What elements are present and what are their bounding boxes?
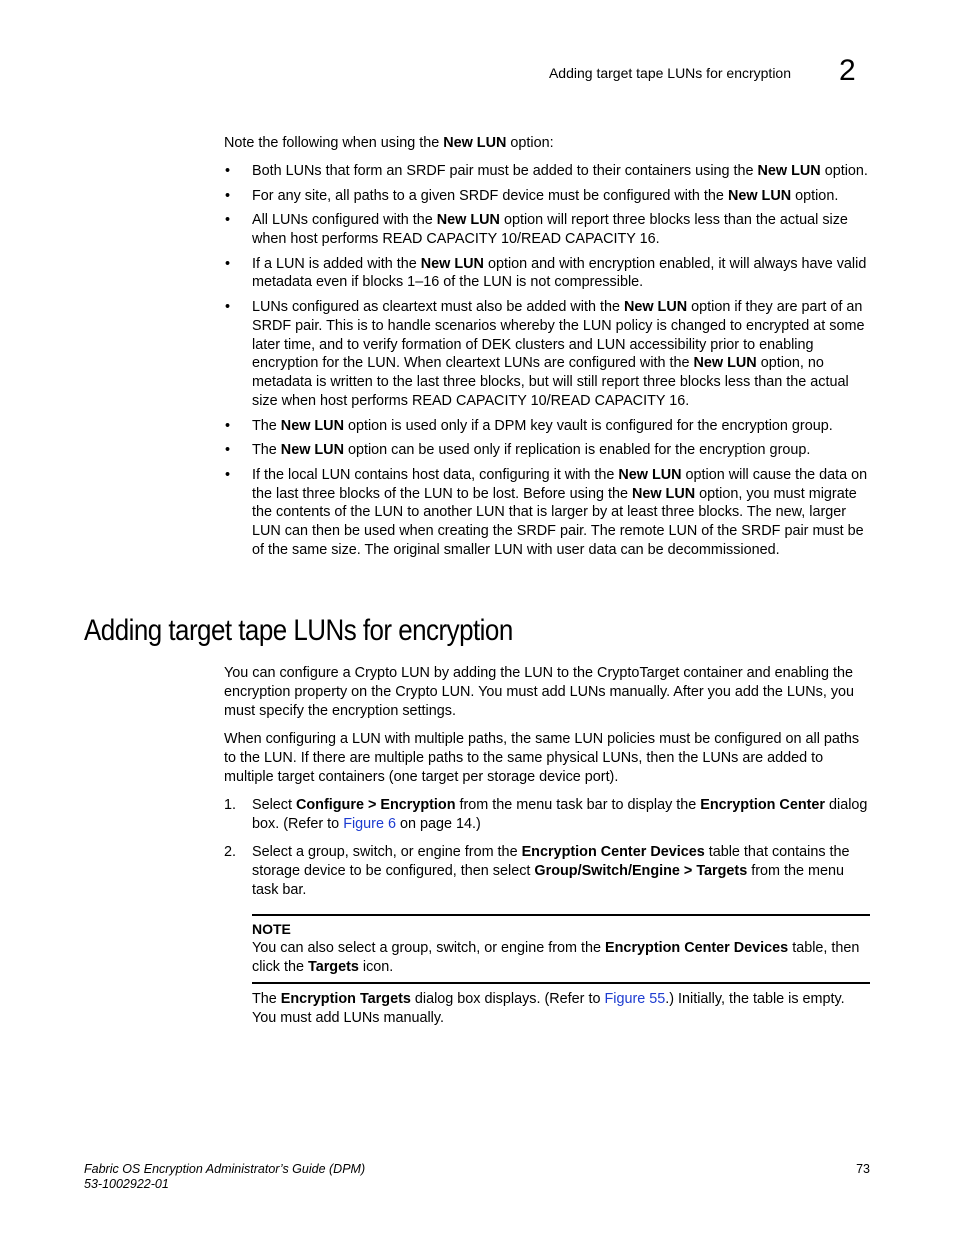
text-run: dialog box displays. (Refer to	[410, 991, 605, 1007]
ui-term: New LUN	[280, 417, 344, 434]
ui-term: Configure > Encryption	[296, 797, 456, 813]
text-run: option.	[791, 187, 839, 204]
ui-term: Encryption Center Devices	[521, 843, 705, 860]
text-run: option will report three blocks less than the actual size when host performs READ CAPACITY 10/READ CAPACITY 16.	[252, 212, 848, 247]
text-run: option, you must migrate the contents of the LUN to another LUN that is larger by at least three blocks. The new, larger LUN can then be used when creating the SRDF pair. The remote LUN of the SRDF pair must be of the same size. The original smaller LUN with user data can be decommissioned.	[252, 485, 864, 558]
footer-guide-title: Fabric OS Encryption Administrator’s Guide (DPM)	[84, 1162, 366, 1176]
section-paragraph-2: When configuring a LUN with multiple paths, the same LUN policies must be configured on all paths to the LUN. If there are multiple paths to the same physical LUNs, then the LUNs are added to multiple target containers (one target per storage device port).	[224, 731, 860, 785]
bullet-item	[224, 298, 870, 411]
ui-term: New LUN	[420, 255, 484, 272]
ui-term: New LUN	[631, 485, 696, 502]
text-run: option can be used only if replication is enabled for the encryption group.	[343, 442, 811, 459]
ui-term: Encryption Center Devices	[605, 939, 789, 956]
text-run: The	[252, 442, 281, 459]
ui-term: New LUN	[757, 163, 821, 179]
text-run: option and with encryption enabled, it will always have valid metadata even if blocks 1–16 of the LUN is not compressible.	[252, 255, 867, 291]
text-run: icon.	[358, 958, 394, 975]
ui-term: Encryption Center	[700, 797, 826, 813]
text-run: Select	[252, 797, 296, 813]
intro-paragraph	[224, 134, 870, 153]
ui-term: New LUN	[618, 466, 682, 483]
running-header-title: Adding target tape LUNs for encryption	[548, 65, 791, 81]
text-run: from the menu task bar.	[252, 862, 845, 898]
figure-link[interactable]: Figure 6	[343, 815, 396, 832]
text-run: option, no metadata is written to the last three blocks, but will still report three blocks less than the actual size when host performs READ CAPACITY 10/READ CAPACITY 16.	[252, 355, 849, 409]
text-run: dialog box. (Refer to	[252, 797, 868, 832]
text-run: If the local LUN contains host data, configuring it with the	[252, 466, 619, 483]
text-run: The	[252, 417, 281, 434]
step-item	[224, 843, 870, 899]
text-run: Select a group, switch, or engine from the	[252, 843, 522, 860]
ui-term: New LUN	[623, 298, 688, 315]
bullet-item	[224, 417, 870, 436]
figure-link[interactable]: Figure 55	[604, 991, 666, 1007]
text-run: table that contains the storage device to be configured, then select	[252, 843, 850, 879]
bullet-list	[224, 162, 870, 566]
text-run: The	[252, 991, 281, 1007]
text-run: .) Initially, the table is empty. You must add LUNs manually.	[252, 991, 845, 1026]
text-run: If a LUN is added with the	[252, 255, 421, 272]
bullet-item	[224, 211, 870, 249]
ui-term: New LUN	[693, 355, 757, 372]
note-text	[252, 939, 870, 977]
bullet-item	[224, 255, 870, 293]
intro-text-end: option:	[506, 135, 554, 151]
step-list	[224, 796, 870, 909]
text-run: Both LUNs that form an SRDF pair must be added to their containers using the	[252, 163, 758, 179]
text-run: LUNs configured as cleartext must also be added with the	[252, 298, 624, 315]
text-run: table, then click the	[252, 939, 860, 975]
text-run: All LUNs configured with the	[252, 212, 437, 229]
section-heading: Adding target tape LUNs for encryption	[84, 614, 513, 647]
section-paragraph-1: You can configure a Crypto LUN by adding the LUN to the CryptoTarget container and enabling the encryption property on the Crypto LUN. You must add LUNs manually. After you add the LUNs, you must specify the encryption settings.	[224, 665, 855, 719]
step-number: 2.	[224, 843, 237, 860]
text-run: option is used only if a DPM key vault is configured for the encryption group.	[343, 417, 833, 434]
footer-doc-number: 53-1002922-01	[84, 1177, 169, 1191]
text-run: on page 14.)	[395, 815, 481, 832]
step-number: 1.	[224, 797, 237, 813]
note-box	[252, 914, 870, 984]
ui-term: New LUN	[280, 442, 344, 459]
ui-term: New LUN	[436, 212, 500, 229]
ui-term: Group/Switch/Engine > Targets	[534, 862, 748, 879]
intro-term: New LUN	[443, 135, 507, 151]
intro-text: Note the following when using the	[224, 135, 444, 151]
step-item	[224, 796, 870, 834]
ui-term: Encryption Targets	[280, 991, 411, 1007]
bullet-item	[224, 162, 870, 181]
bullet-item	[224, 441, 870, 460]
bullet-item	[224, 466, 870, 560]
chapter-number: 2	[839, 54, 856, 87]
text-run: option.	[820, 163, 868, 179]
note-label: NOTE	[252, 921, 291, 937]
text-run: from the menu task bar to display the	[455, 797, 701, 813]
bullet-item	[224, 187, 870, 206]
ui-term: New LUN	[727, 187, 792, 204]
text-run: option if they are part of an SRDF pair. This is to handle scenarios whereby the LUN policy is changed to encrypted at some later time, and to verify formation of DEK clusters and LUN accessibility prior to enabling encryption for the LUN. When cleartext LUNs are configured with the	[252, 298, 865, 372]
text-run: option will cause the data on the last three blocks of the LUN to be lost. Before using the	[252, 466, 868, 502]
ui-term: Targets	[307, 958, 359, 975]
text-run: You can also select a group, switch, or engine from the	[252, 939, 606, 956]
text-run: For any site, all paths to a given SRDF device must be configured with the	[252, 187, 728, 204]
footer-page-number: 73	[856, 1162, 870, 1176]
after-note-paragraph	[252, 990, 870, 1028]
